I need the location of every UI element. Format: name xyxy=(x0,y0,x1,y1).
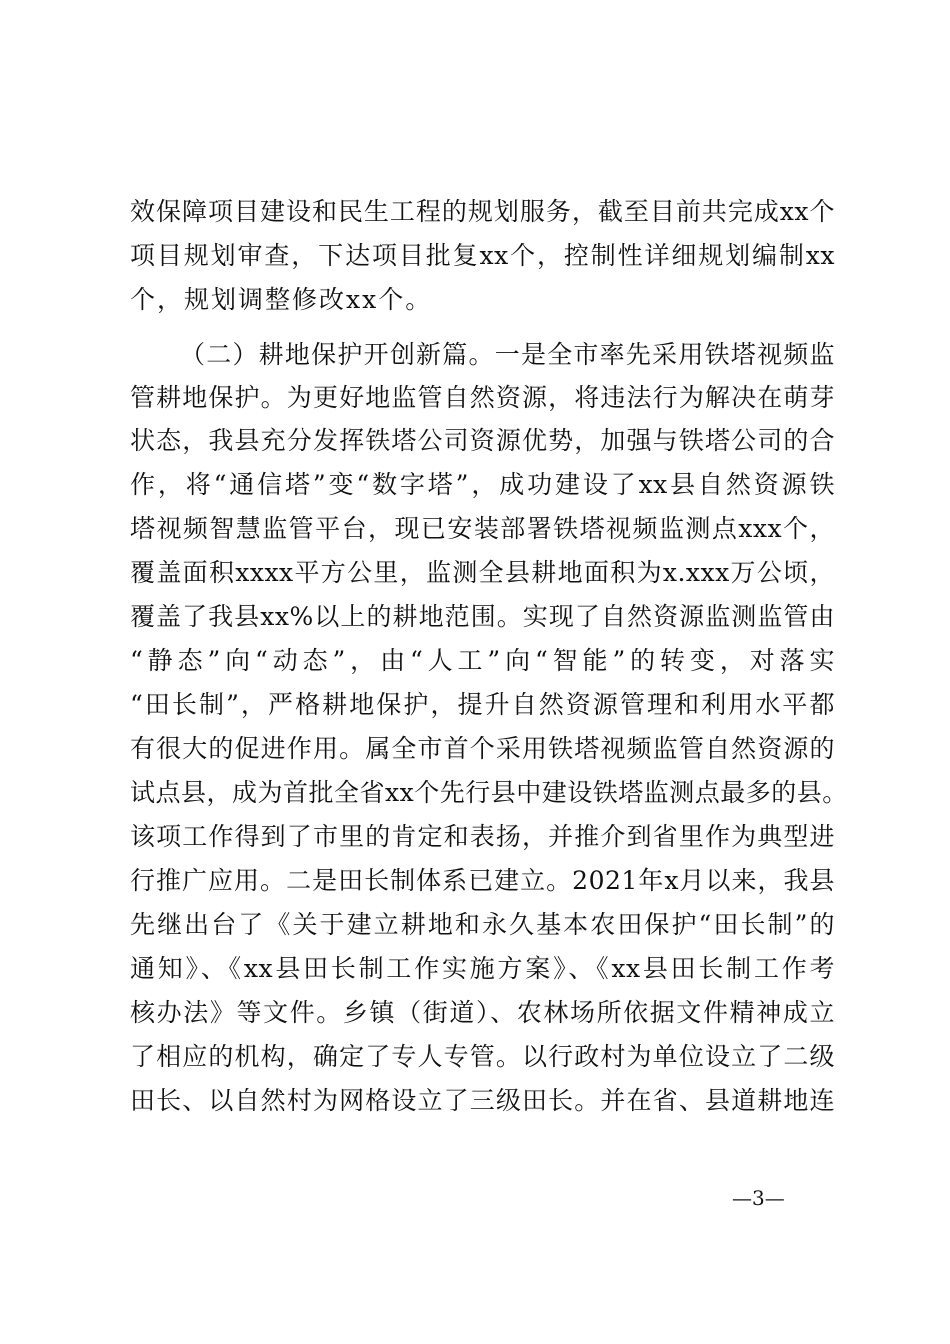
text-line: “静态”向“动态”，由“人工”向“智能”的转变，对落实 xyxy=(130,646,835,675)
text-line: 个，规划调整修改xx个。 xyxy=(130,285,433,314)
text-line: 核办法》等文件。乡镇（街道）、农林场所依据文件精神成立 xyxy=(130,998,835,1027)
section-heading-line: （二）耕地保护开创新篇。一是全市率先采用铁塔视频监 xyxy=(180,340,835,369)
text-line: 覆盖了我县xx%以上的耕地范围。实现了自然资源监测监管由 xyxy=(130,602,835,631)
text-line: 作，将“通信塔”变“数字塔”，成功建设了xx县自然资源铁 xyxy=(130,470,835,499)
text-line: 塔视频智慧监管平台，现已安装部署铁塔视频监测点xxx个， xyxy=(130,514,835,543)
text-line: 覆盖面积xxxx平方公里，监测全县耕地面积为x.xxx万公顷， xyxy=(130,558,835,587)
text-line: 行推广应用。二是田长制体系已建立。2021年x月以来，我县 xyxy=(130,866,835,895)
text-line: 效保障项目建设和民生工程的规划服务，截至目前共完成xx个 xyxy=(130,197,835,226)
text-line: 田长、以自然村为网格设立了三级田长。并在省、县道耕地连 xyxy=(130,1086,835,1115)
text-line: 了相应的机构，确定了专人专管。以行政村为单位设立了二级 xyxy=(130,1042,835,1071)
text-line: “田长制”，严格耕地保护，提升自然资源管理和利用水平都 xyxy=(130,690,835,719)
text-line: 项目规划审查，下达项目批复xx个，控制性详细规划编制xx xyxy=(130,241,835,270)
text-line: 状态，我县充分发挥铁塔公司资源优势，加强与铁塔公司的合 xyxy=(130,426,835,455)
text-line: 试点县，成为首批全省xx个先行县中建设铁塔监测点最多的县。 xyxy=(130,778,848,807)
text-line: 管耕地保护。为更好地监管自然资源，将违法行为解决在萌芽 xyxy=(130,383,835,412)
text-line: 通知》、《xx县田长制工作实施方案》、《xx县田长制工作考 xyxy=(130,954,835,983)
text-line: 先继出台了《关于建立耕地和永久基本农田保护“田长制”的 xyxy=(130,910,835,939)
page-number: —3— xyxy=(732,1186,785,1210)
text-line: 有很大的促进作用。属全市首个采用铁塔视频监管自然资源的 xyxy=(130,734,835,763)
text-line: 该项工作得到了市里的肯定和表扬，并推介到省里作为典型进 xyxy=(130,822,835,851)
